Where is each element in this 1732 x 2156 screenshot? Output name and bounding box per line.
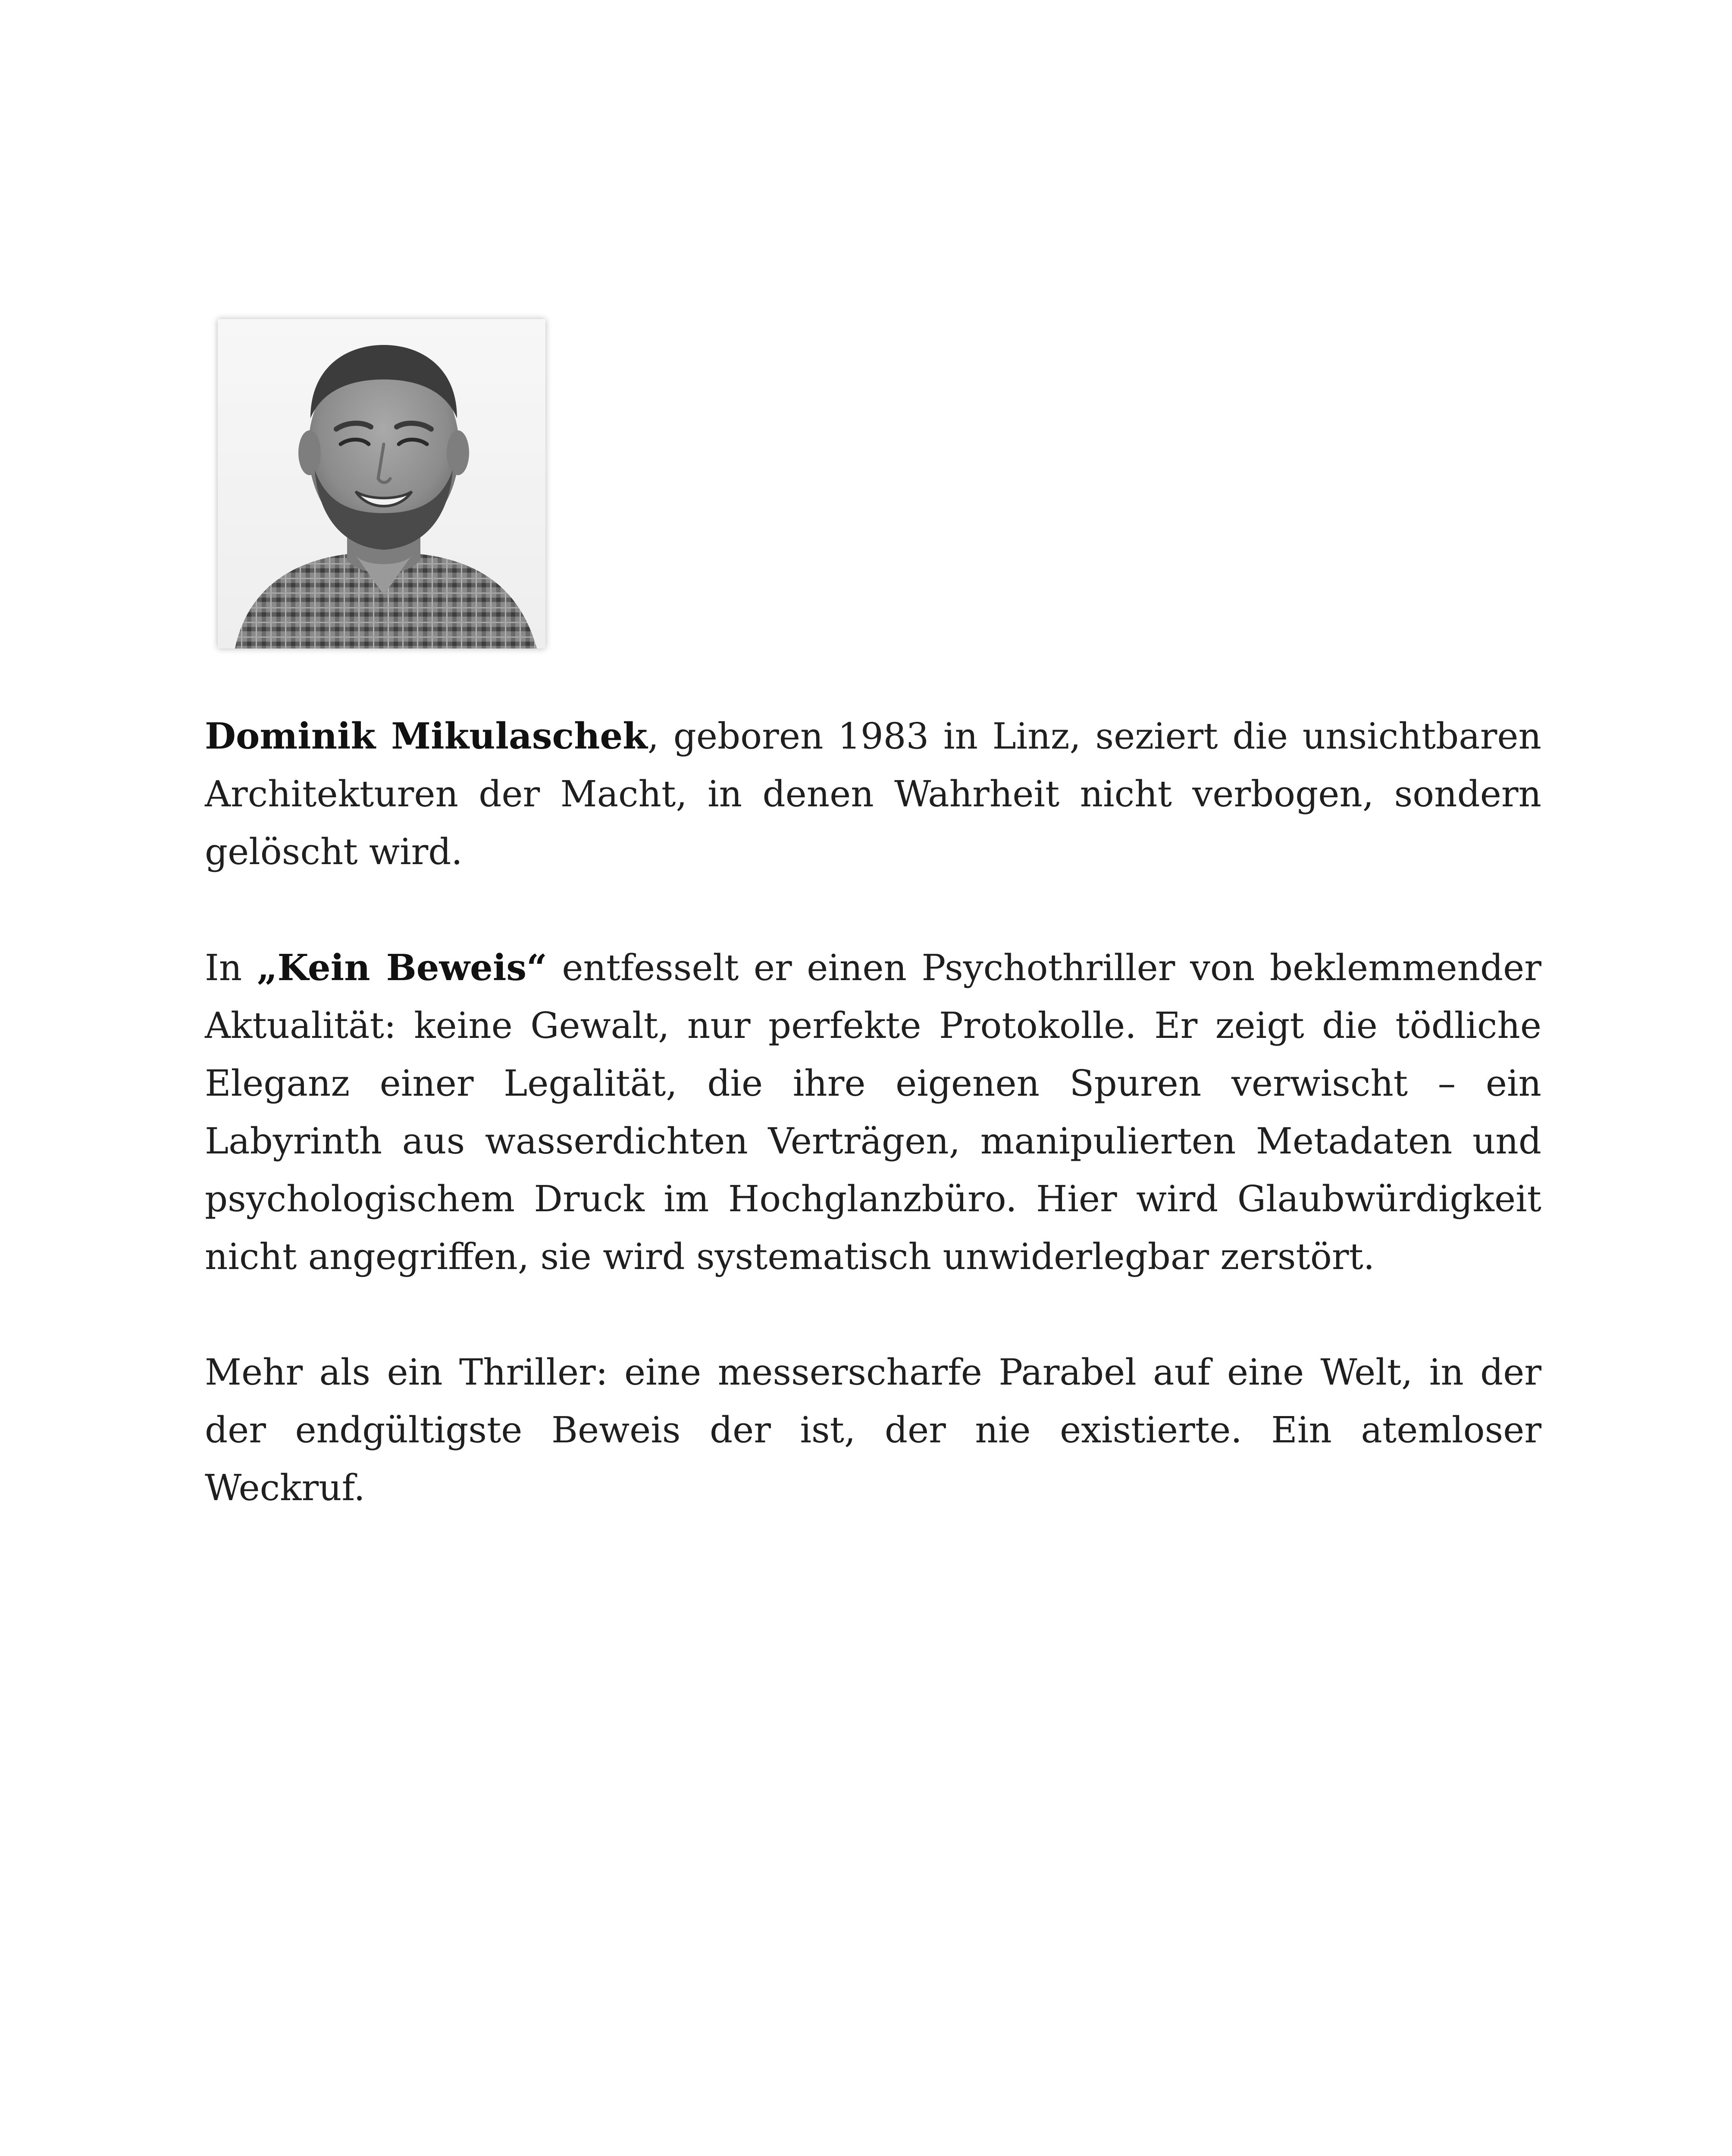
bio-paragraph-2-lead: In bbox=[205, 947, 257, 989]
bio-paragraph-1 bbox=[205, 707, 1541, 881]
author-bio bbox=[205, 707, 1541, 1575]
bio-paragraph-3-text: Mehr als ein Thriller: eine messerscharfe Parabel auf eine Welt, in der der endgültigste Beweis der ist, der nie existierte. Ein atemloser Weckruf. bbox=[205, 1351, 1541, 1509]
bio-paragraph-1-text: , geboren 1983 in Linz, seziert die unsichtbaren Architekturen der Macht, in denen Wahrheit nicht verbogen, sondern gelöscht wird. bbox=[205, 715, 1541, 873]
bio-paragraph-2 bbox=[205, 939, 1541, 1286]
bio-paragraph-2-text: entfesselt er einen Psychothriller von beklemmender Aktualität: keine Gewalt, nur perfekte Protokolle. Er zeigt die tödliche Eleganz einer Legalität, die ihre eigenen Spuren verwischt – ein Labyrinth aus wasserdichten Verträgen, manipulierten Metadaten und psychologischem Druck im Hochglanzbüro. Hier wird Glaubwürdigkeit nicht angegriffen, sie wird systematisch unwiderlegbar zerstört. bbox=[205, 947, 1541, 1278]
author-photo bbox=[218, 319, 545, 649]
author-photo-illustration bbox=[218, 319, 545, 649]
book-title: „Kein Beweis“ bbox=[257, 946, 547, 989]
author-name: Dominik Mikulaschek bbox=[205, 715, 648, 757]
bio-paragraph-3 bbox=[205, 1344, 1541, 1517]
